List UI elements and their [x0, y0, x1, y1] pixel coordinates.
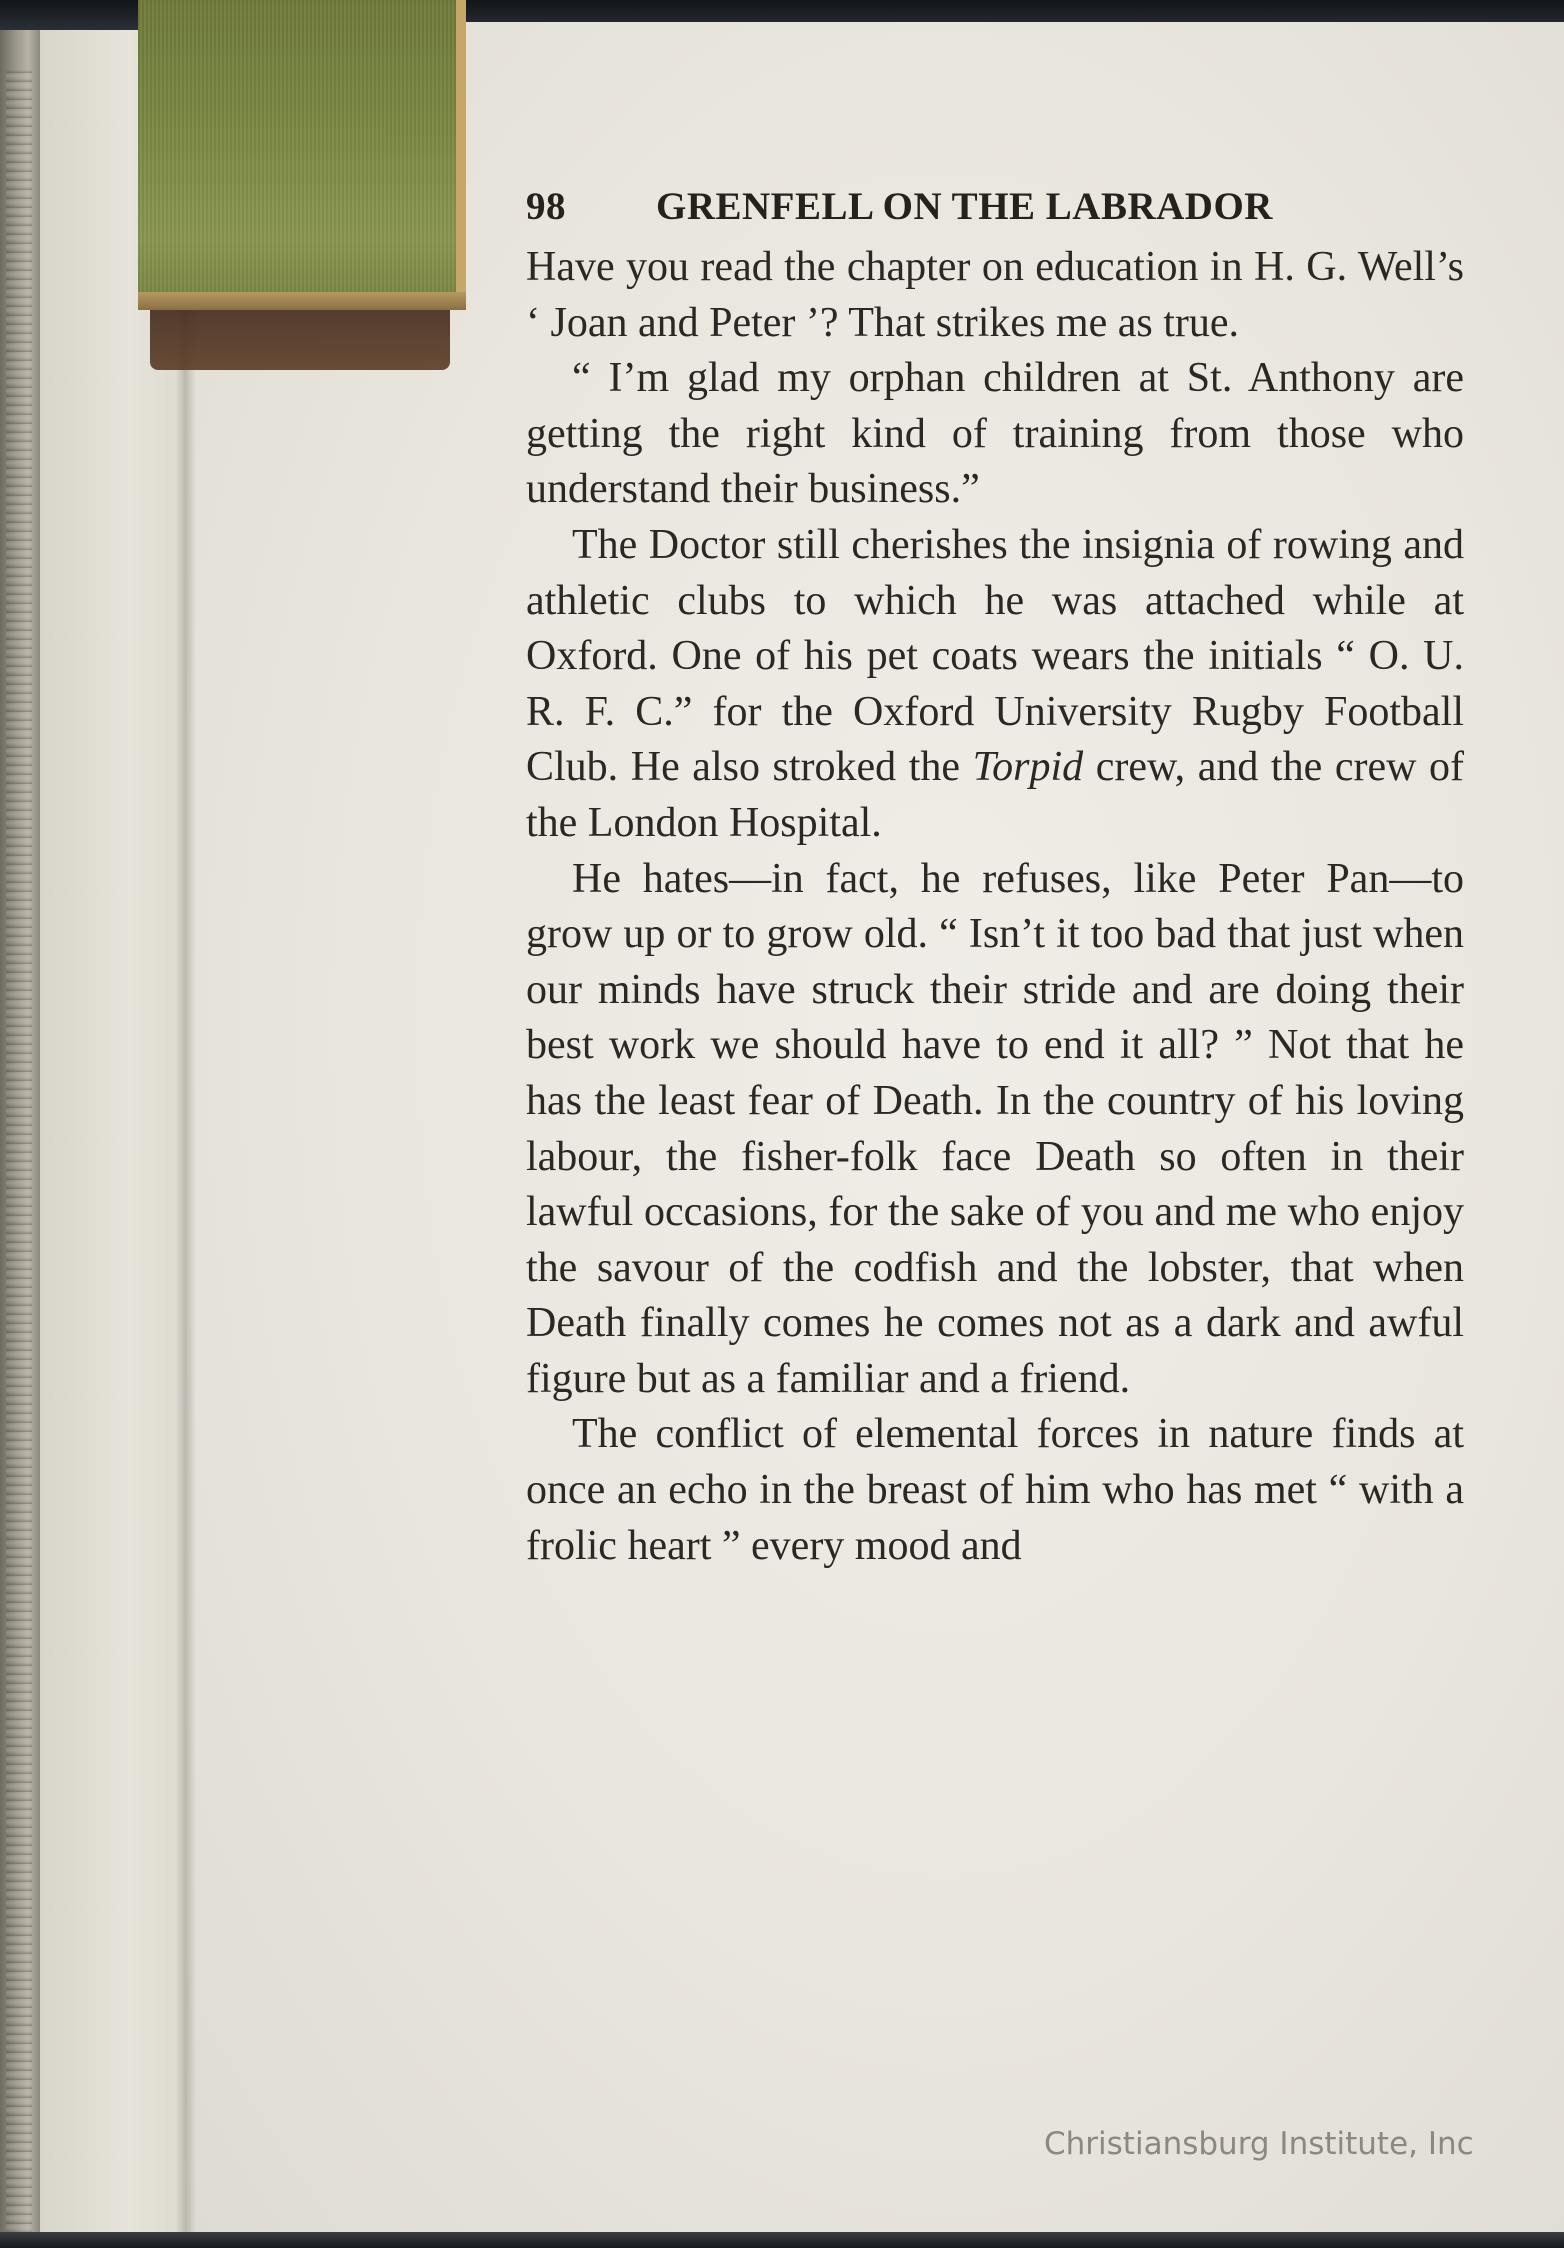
bookmark-base	[138, 292, 466, 310]
paragraph	[526, 351, 1464, 518]
paragraph-text: “ I’m glad my orphan children at St. Anthony are getting the right kind of training from those who understand their business.”	[526, 355, 1464, 513]
page-text-block	[526, 184, 1476, 1574]
paragraph-text: crew, and the crew of the London Hospital.	[526, 744, 1464, 846]
bookmark-ribbon	[138, 0, 466, 300]
book-cover-edge	[0, 30, 40, 2248]
watermark: Christiansburg Institute, Inc	[1044, 2126, 1474, 2162]
paragraph	[526, 518, 1464, 852]
paragraph	[526, 852, 1464, 1408]
bottom-edge	[0, 2232, 1564, 2248]
running-head	[526, 184, 1436, 240]
paragraph	[526, 240, 1464, 351]
paragraph-text: Have you read the chapter on education in H. G. Well’s ‘ Joan and Peter ’? That strikes me as true.	[526, 244, 1464, 346]
book-title-header: GRENFELL ON THE LABRADOR	[656, 185, 1273, 228]
page-number: 98	[526, 185, 566, 228]
paragraph-text: He hates—in fact, he refuses, like Peter Pan—to grow up or to grow old. “ Isn’t it too bad that just when our minds have struck their stride and are doing their best work we should have to end it all? ” Not that he has the least fear of Death. In the country of his loving labour, the fisher-folk face Death so often in their lawful occasions, for the sake of you and me who enjoy the savour of the codfish and the lobster, that when Death finally comes he comes not as a dark and awful figure but as a familiar and a friend.	[526, 855, 1464, 1402]
italic-boat-name: Torpid	[972, 744, 1084, 791]
cover-texture	[6, 70, 32, 2248]
body-text	[526, 240, 1464, 1574]
paragraph-text: The conflict of elemental forces in nature finds at once an echo in the breast of him who has met “ with a frolic heart ” every mood and	[526, 1411, 1464, 1569]
paragraph	[526, 1407, 1464, 1574]
paragraph-text: The Doctor still cherishes the insignia of rowing and athletic clubs to which he was attached while at Oxford. One of his pet coats wears the initials “ O. U. R. F. C.” for the Oxford University Rugby Football Club. He also stroked the	[526, 521, 1464, 791]
